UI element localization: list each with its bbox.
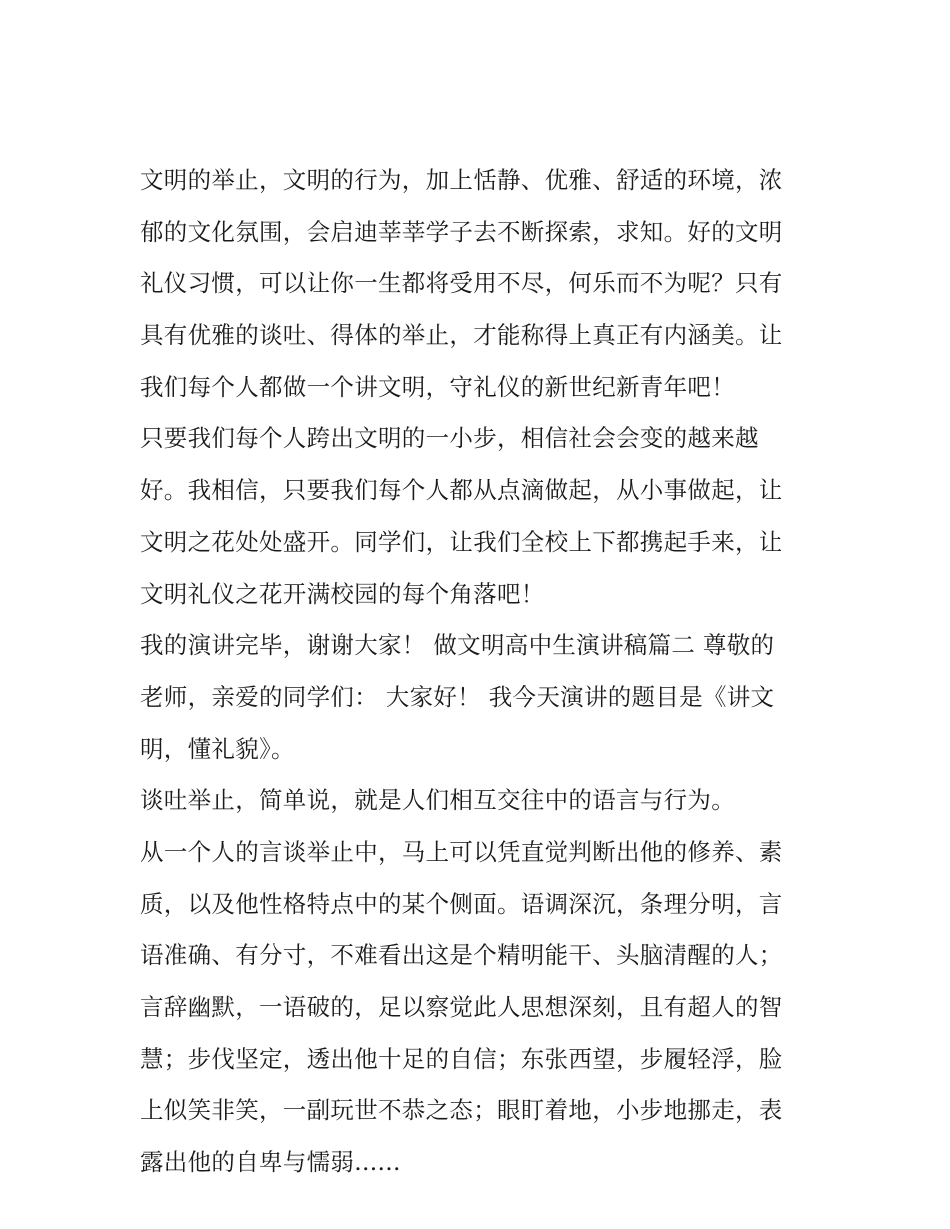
paragraph-demeanor (140, 827, 812, 1189)
paragraph-definition (140, 775, 812, 827)
text-line: 我们每个人都做一个讲文明，守礼仪的新世纪新青年吧！ (140, 372, 735, 401)
text-line: 言辞幽默，一语破的，足以察觉此人思想深刻，且有超人的智 (140, 993, 783, 1021)
text-line: 文明礼仪之花开满校园的每个角落吧！ (140, 579, 545, 608)
text-line: 从一个人的言谈举止中，马上可以凭直觉判断出他的修养、素 (140, 837, 783, 866)
text-line: 只要我们每个人跨出文明的一小步，相信社会会变的越来越 (140, 424, 759, 453)
document-body (140, 155, 812, 1189)
text-line: 露出他的自卑与懦弱...... (140, 1148, 401, 1177)
text-line: 文明之花处处盛开。同学们，让我们全校上下都携起手来，让 (140, 527, 783, 556)
text-line: 礼仪习惯，可以让你一生都将受用不尽，何乐而不为呢？只有 (140, 269, 783, 298)
text-line: 语准确、有分寸，不难看出这是个精明能干、头脑清醒的人； (140, 941, 783, 970)
text-line: 我的演讲完毕，谢谢大家！ 做文明高中生演讲稿篇二 尊敬的 (140, 631, 775, 660)
text-line: 质，以及他性格特点中的某个侧面。语调深沉，条理分明，言 (140, 889, 783, 918)
text-line: 明，懂礼貌》。 (140, 734, 295, 763)
text-line: 郁的文化氛围，会启迪莘莘学子去不断探索，求知。好的文明 (140, 217, 783, 246)
paragraph-small-step (140, 413, 812, 620)
text-line: 具有优雅的谈吐、得体的举止，才能称得上真正有内涵美。让 (140, 321, 783, 350)
text-line: 好。我相信，只要我们每个人都从点滴做起，从小事做起，让 (140, 476, 783, 505)
paragraph-speech-two-intro (140, 620, 812, 775)
text-line: 文明的举止，文明的行为，加上恬静、优雅、舒适的环境，浓 (140, 166, 783, 194)
text-line: 慧；步伐坚定，透出他十足的自信；东张西望，步履轻浮，脸 (140, 1044, 783, 1073)
text-line: 谈吐举止，简单说，就是人们相互交往中的语言与行为。 (140, 786, 735, 815)
paragraph-civility-closing (140, 155, 812, 413)
text-line: 老师，亲爱的同学们： 大家好！ 我今天演讲的题目是《讲文 (140, 682, 775, 711)
text-line: 上似笑非笑，一副玩世不恭之态；眼盯着地，小步地挪走，表 (140, 1096, 783, 1125)
